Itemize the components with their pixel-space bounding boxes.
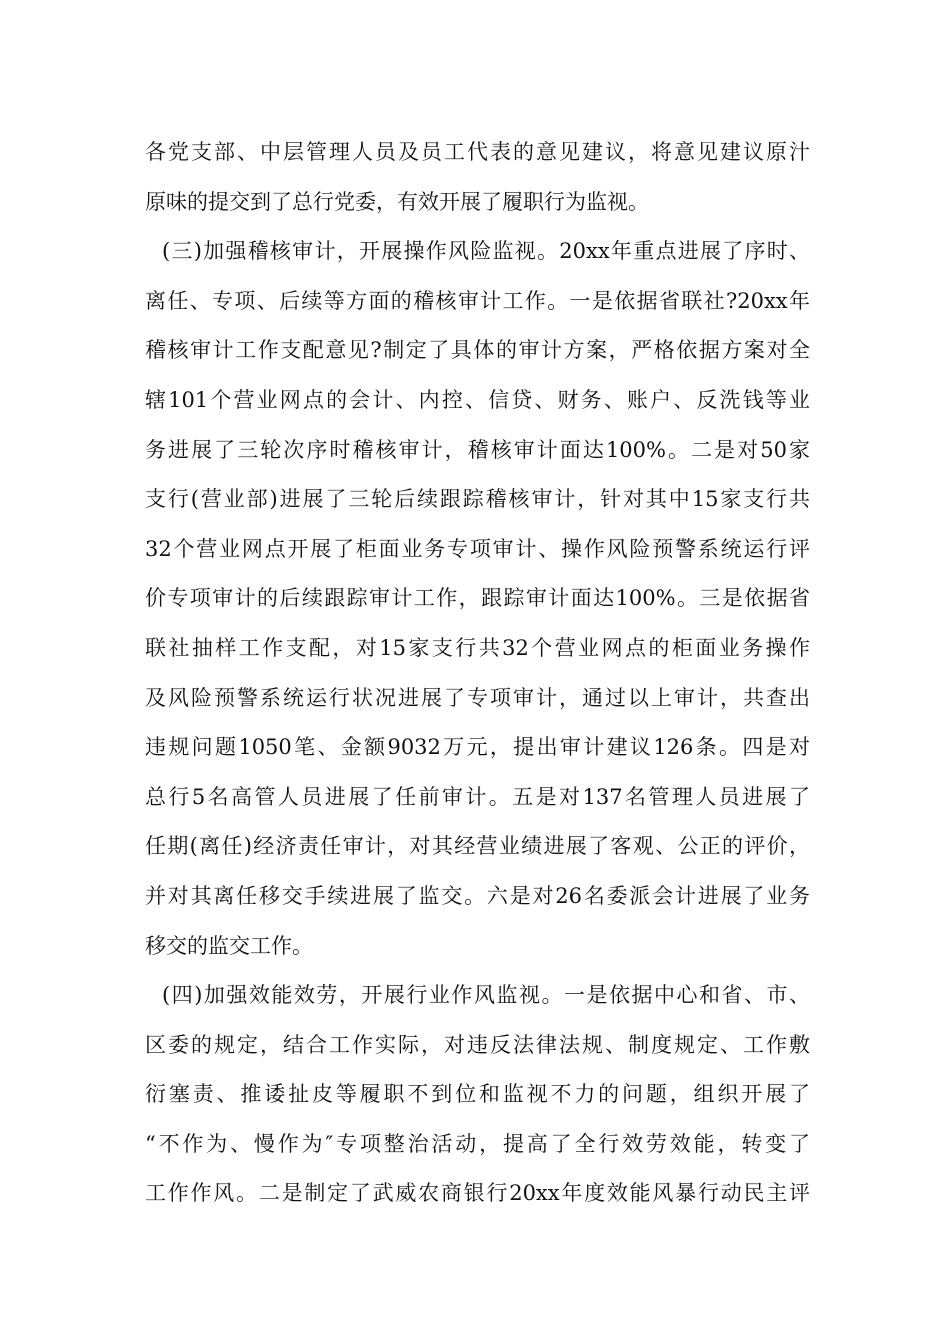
paragraph-start-line: (四)加强效能效劳，开展行业作风监视。一是依据中心和省、市、 [162,983,810,1008]
text-line: 违规问题1050笔、金额9032万元，提出审计建议126条。四是对 [145,735,810,760]
text-line: 32个营业网点开展了柜面业务专项审计、操作风险预警系统运行评 [145,536,810,561]
text-line: 并对其离任移交手续进展了监交。六是对26名委派会计进展了业务 [145,883,810,908]
text-line: 任期(离任)经济责任审计，对其经营业绩进展了客观、公正的评价， [145,834,810,859]
text-line: 务进展了三轮次序时稽核审计，稽核审计面达100%。二是对50家 [145,437,810,462]
text-line: 工作作风。二是制定了武威农商银行20xx年度效能风暴行动民主评 [145,1181,810,1206]
text-line: 辖101个营业网点的会计、内控、信贷、财务、账户、反洗钱等业 [145,387,810,412]
text-line: 衍塞责、推诿扯皮等履职不到位和监视不力的问题，组织开展了 [145,1082,810,1107]
text-line: 及风险预警系统运行状况进展了专项审计，通过以上审计，共查出 [145,685,810,710]
body-text [145,128,810,1219]
text-line: 总行5名高管人员进展了任前审计。五是对137名管理人员进展了 [145,784,810,809]
text-line: 稽核审计工作支配意见?制定了具体的审计方案，严格依据方案对全 [145,338,810,363]
text-line: 原味的提交到了总行党委，有效开展了履职行为监视。 [145,189,649,214]
text-line: 价专项审计的后续跟踪审计工作，跟踪审计面达100%。三是依据省 [145,586,810,611]
text-line: 离任、专项、后续等方面的稽核审计工作。一是依据省联社?20xx年 [145,288,810,313]
text-line: 联社抽样工作支配，对15家支行共32个营业网点的柜面业务操作 [145,635,810,660]
text-line: 区委的规定，结合工作实际，对违反法律法规、制度规定、工作敷 [145,1032,810,1057]
text-line: 移交的监交工作。 [145,933,313,958]
text-line: “不作为、慢作为″专项整治活动，提高了全行效劳效能，转变了 [145,1131,810,1156]
text-line: 支行(营业部)进展了三轮后续跟踪稽核审计，针对其中15家支行共 [145,487,810,512]
paragraph-start-line: (三)加强稽核审计，开展操作风险监视。20xx年重点进展了序时、 [162,239,810,264]
text-line: 各党支部、中层管理人员及员工代表的意见建议，将意见建议原汁 [145,140,810,164]
